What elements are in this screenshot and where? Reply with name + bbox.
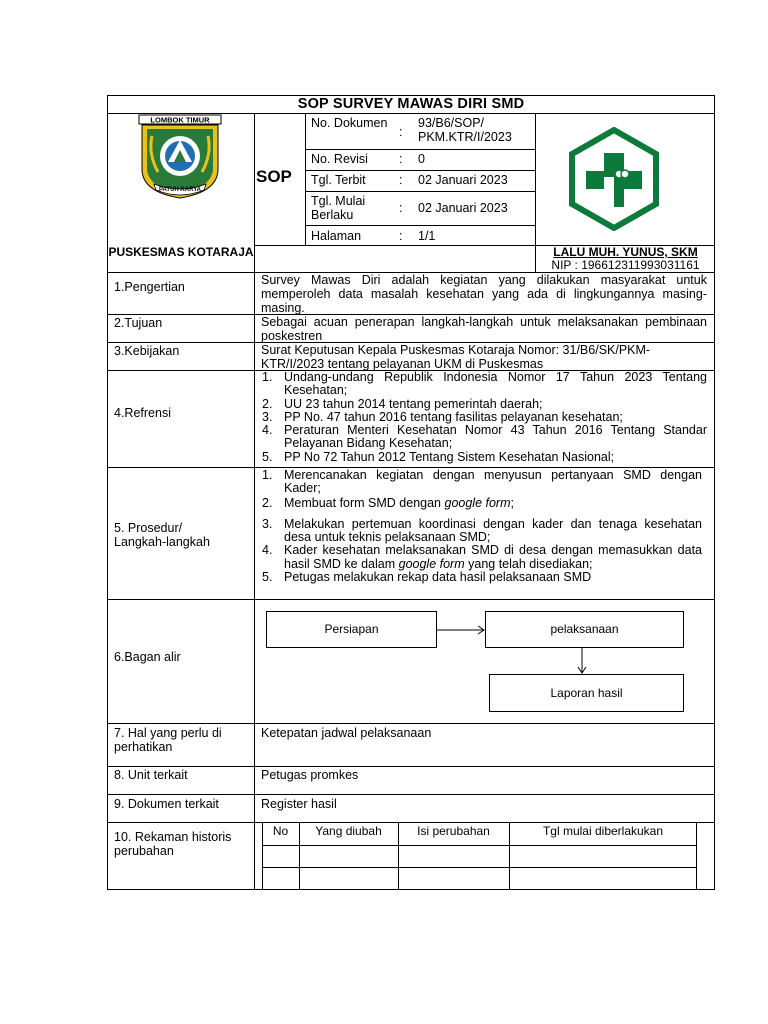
emblem-top-text: LOMBOK TIMUR: [150, 115, 210, 125]
procedure-item: 1. Merencanakan kegiatan dengan menyusun pertanyaan SMD dengan Kader;: [262, 468, 702, 496]
meta-divider-4: [305, 225, 535, 226]
section-label-unit: 8. Unit terkait: [114, 768, 188, 782]
history-header-tgl: Tgl mulai diberlakukan: [542, 824, 664, 838]
meta-colon-3: :: [399, 173, 403, 187]
procedure-item: 3. Melakukan pertemuan koordinasi dengan kader dan tenaga kesehatan desa untuk teknis pelaksanaan SMD;: [262, 516, 702, 545]
meta-colon-2: :: [399, 152, 403, 166]
meta-divider-2: [305, 170, 535, 171]
signer-nip: NIP : 196612311993031161: [551, 258, 700, 272]
organization-name: PUSKESMAS KOTARAJA: [108, 245, 254, 259]
history-table-line-2: [262, 867, 697, 868]
regency-emblem-logo: [138, 114, 222, 200]
section-text-pengertian: Survey Mawas Diri adalah kegiatan yang dilakukan masyarakat untuk memperoleh data masalah kesehatan yang ada di lingkungannya masing- masing.: [261, 273, 707, 315]
reference-item: 5. PP No 72 Tahun 2012 Tentang Sistem Kesehatan Nasional;: [262, 449, 615, 464]
history-table-line-1: [262, 845, 697, 846]
reference-list: [262, 371, 707, 464]
section-text-hal: Ketepatan jadwal pelaksanaan: [261, 726, 432, 740]
section-text-kebijakan: Surat Keputusan Kepala Puskesmas Kotaraja Nomor: 31/B6/SK/PKM-KTR/I/2023 tentang pelayanan UKM di Puskesmas: [261, 343, 651, 371]
history-header-no: No: [272, 824, 289, 838]
procedure-item: 4. Kader kesehatan melaksanakan SMD di desa dengan memasukkan data hasil SMD ke dalam google form yang telah disediakan;: [262, 543, 702, 571]
section-label-tujuan: 2.Tujuan: [114, 316, 163, 330]
meta-label-halaman: Halaman: [311, 229, 362, 243]
section-label-rekaman: 10. Rekaman historis perubahan: [114, 830, 232, 858]
meta-divider-1: [305, 149, 535, 150]
health-cross-icon: [568, 127, 660, 231]
flow-box-laporan: Laporan hasil: [489, 674, 684, 712]
flow-arrow-right-icon: [430, 620, 490, 640]
section-label-dokumen: 9. Dokumen terkait: [114, 797, 219, 811]
sop-label: SOP: [256, 167, 292, 186]
shield-emblem-icon: [138, 114, 222, 200]
section-text-tujuan: Sebagai acuan penerapan langkah-langkah untuk melaksanakan pembinaan poskestren: [261, 315, 707, 343]
meta-value-tgl-terbit: 02 Januari 2023: [418, 173, 508, 187]
section-label-hal: 7. Hal yang perlu di perhatikan: [114, 726, 222, 754]
meta-label-no-dokumen: No. Dokumen: [311, 116, 388, 130]
meta-value-halaman: 1/1: [418, 229, 436, 243]
reference-item: 4. Peraturan Menteri Kesehatan Nomor 43 Tahun 2016 Tentang Standar Pelayanan Bidang Kesehatan;: [262, 423, 707, 451]
meta-value-no-dokumen: 93/B6/SOP/ PKM.KTR/I/2023: [418, 116, 512, 144]
meta-colon-5: :: [399, 229, 403, 243]
flow-arrow-down-icon: [572, 647, 592, 675]
document-title: SOP SURVEY MAWAS DIRI SMD: [297, 96, 525, 112]
procedure-item: 5. Petugas melakukan rekap data hasil pelaksanaan SMD: [262, 570, 592, 585]
procedure-item: 2. Membuat form SMD dengan google form;: [262, 495, 514, 510]
section-text-unit: Petugas promkes: [261, 768, 359, 782]
flow-box-persiapan: Persiapan: [266, 611, 437, 648]
history-header-isi: Isi perubahan: [417, 824, 490, 838]
emblem-motto-text: PATUH KARYA: [158, 187, 202, 193]
meta-label-tgl-terbit: Tgl. Terbit: [311, 173, 366, 187]
sop-divider: [305, 113, 306, 245]
row-line-7: [107, 723, 715, 724]
meta-colon-1: :: [399, 125, 403, 139]
procedure-list: [262, 469, 702, 584]
section-label-prosedur: 5. Prosedur/ Langkah-langkah: [114, 521, 210, 549]
reference-item: 3. PP No. 47 tahun 2016 tentang fasilitas pelayanan kesehatan;: [262, 409, 623, 424]
meta-label-tgl-mulai: Tgl. Mulai Berlaku: [311, 194, 366, 222]
section-text-dokumen: Register hasil: [261, 797, 337, 811]
signer-name: LALU MUH. YUNUS, SKM: [553, 245, 698, 259]
row-line-9: [107, 794, 715, 795]
section-label-bagan: 6.Bagan alir: [114, 650, 181, 664]
meta-value-no-revisi: 0: [418, 152, 425, 166]
row-line-8: [107, 766, 715, 767]
column-divider-main: [254, 113, 255, 890]
meta-colon-4: :: [399, 201, 403, 215]
puskesmas-logo: [568, 127, 660, 231]
reference-item: 2. UU 23 tahun 2014 tentang pemerintah daerah;: [262, 396, 543, 411]
meta-value-tgl-mulai: 02 Januari 2023: [418, 201, 508, 215]
reference-item: 1. Undang-undang Republik Indonesia Nomor 17 Tahun 2023 Tentang Kesehatan;: [262, 370, 707, 398]
meta-label-no-revisi: No. Revisi: [311, 152, 368, 166]
section-label-referensi: 4.Refrensi: [114, 406, 171, 420]
row-line-6: [107, 599, 715, 600]
history-header-yang-diubah: Yang diubah: [315, 824, 382, 838]
section-label-kebijakan: 3.Kebijakan: [114, 344, 180, 358]
flow-box-pelaksanaan: pelaksanaan: [485, 611, 684, 648]
section-label-pengertian: 1.Pengertian: [114, 280, 185, 294]
meta-divider-3: [305, 191, 535, 192]
